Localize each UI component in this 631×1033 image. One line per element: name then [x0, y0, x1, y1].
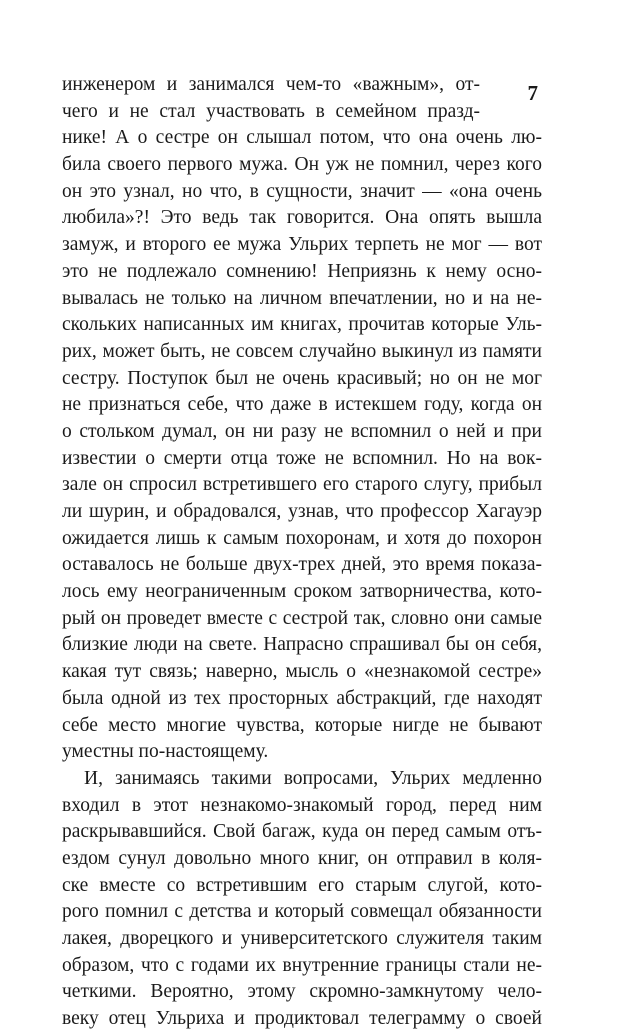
body-text [62, 72, 542, 1033]
text-line: близкие люди на свете. Напрасно спрашивал бы он себя, [62, 634, 542, 656]
text-line: это не подлежало сомнению! Неприязнь к нему осно- [62, 260, 542, 282]
text-line: ожидается лишь к самым похоронам, и хотя до похорон [62, 527, 542, 549]
text-line: рый он проведет вместе с сестрой так, словно они самые [62, 607, 542, 629]
text-line: била своего первого мужа. Он уж не помнил, через кого [62, 154, 542, 176]
text-line: ске вместе со встретившим его старым слугой, кото- [62, 874, 542, 896]
text-line: четкими. Вероятно, этому скромно-замкнутому чело- [62, 981, 542, 1003]
text-line: себе место многие чувства, которые нигде не бывают [62, 714, 542, 736]
text-line: была одной из тех просторных абстракций, где находят [62, 687, 542, 709]
text-line: нике! А о сестре он слышал потом, что она очень лю- [62, 127, 542, 149]
text-line: известии о смерти отца тоже не вспомнил. Но на вок- [62, 447, 542, 469]
text-line: лось ему неограниченным сроком затворничества, кото- [62, 581, 542, 603]
text-line: инженером и занимался чем-то «важным», от- [62, 74, 480, 95]
text-line: раскрывавшийся. Свой багаж, куда он перед самым отъ- [62, 821, 542, 843]
text-line: замуж, и второго ее мужа Ульрих терпеть не мог — вот [62, 234, 542, 256]
text-line: ли шурин, и обрадовался, узнав, что профессор Хагауэр [62, 501, 542, 522]
text-line: рого помнил с детства и который совмещал обязанности [62, 901, 542, 923]
text-line: скольких написанных им книгах, прочитав которые Уль- [62, 314, 542, 336]
page-number: 7 [527, 81, 538, 105]
text-line: рих, может быть, не совсем случайно выкинул из памяти [62, 340, 542, 362]
text-line: образом, что с годами их внутренние границы стали не- [62, 954, 542, 976]
text-line: о стольком думал, он ни разу не вспомнил о ней и при [62, 420, 542, 442]
text-line: вывалась не только на личном впечатлении, но и на не- [62, 287, 542, 309]
text-line: любила»?! Это ведь так говорится. Она опять вышла [62, 207, 542, 229]
text-line: зале он спросил встретившего его старого слугу, прибыл [62, 474, 542, 496]
text-line: сестру. Поступок был не очень красивый; но он не мог [62, 367, 542, 389]
text-line: не признаться себе, что даже в истекшем году, когда он [62, 394, 542, 416]
text-line: чего и не стал участвовать в семейном празд- [62, 100, 480, 122]
paragraph-first-line: И, занимаясь такими вопросами, Ульрих медленно [84, 767, 542, 789]
paragraph-last-line: уместны по-настоящему. [62, 741, 269, 763]
text-line: веку отец Ульриха и продиктовал телеграмму о своей [62, 1008, 542, 1030]
text-line: входил в этот незнакомо-знакомый город, перед ним [62, 794, 542, 816]
text-line: какая тут связь; наверно, мысль о «незнакомой сестре» [62, 661, 542, 683]
text-line: оставалось не больше двух-трех дней, это время показа- [62, 554, 542, 576]
text-line: лакея, дворецкого и университетского служителя таким [62, 928, 542, 949]
text-line: он это узнал, но что, в сущности, значит — «она очень [62, 180, 542, 202]
text-line: ездом сунул довольно много книг, он отправил в коля- [62, 847, 542, 869]
